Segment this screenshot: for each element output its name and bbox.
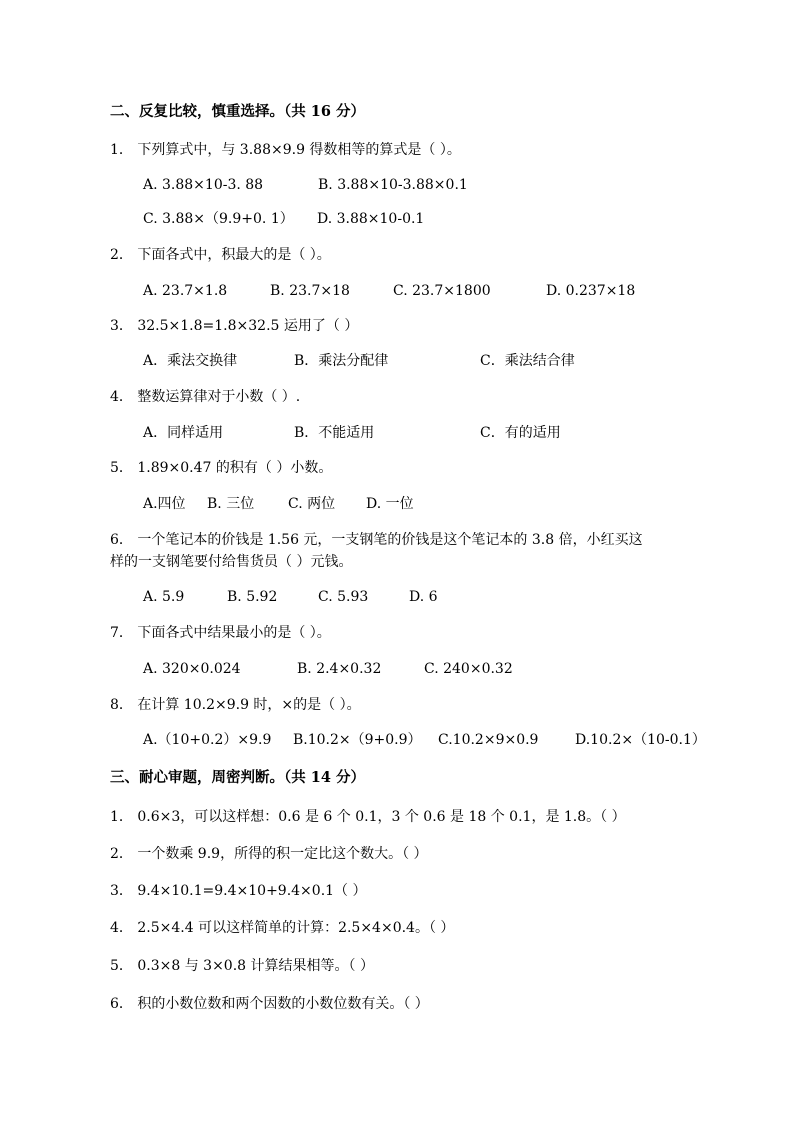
question-2-option-d: D. 0.237×18 xyxy=(546,283,636,299)
question-4-option-a: A．同样适用 xyxy=(143,425,224,441)
question-7-option-a: A. 320×0.024 xyxy=(143,661,241,677)
question-8-option-b: B.10.2×（9+0.9） xyxy=(293,732,422,748)
question-8-stem: 8． 在计算 10.2×9.9 时，×的是（ ）。 xyxy=(110,697,361,713)
question-1-option-a: A. 3.88×10-3. 88 xyxy=(143,177,264,193)
question-4-option-b: B．不能适用 xyxy=(294,425,375,441)
question-7-stem: 7． 下面各式中结果最小的是（ ）。 xyxy=(110,625,331,641)
question-5-option-a: A.四位 xyxy=(143,496,186,512)
question-2-option-a: A. 23.7×1.8 xyxy=(143,283,228,299)
question-3-stem: 3． 32.5×1.8=1.8×32.5 运用了（ ） xyxy=(110,318,359,334)
question-7-option-c: C. 240×0.32 xyxy=(424,661,513,677)
question-6-stem-line-2: 样的一支钢笔要付给售货员（ ）元钱。 xyxy=(110,554,353,570)
question-1-option-b: B. 3.88×10-3.88×0.1 xyxy=(318,177,468,193)
judgement-item-5: 5． 0.3×8 与 3×0.8 计算结果相等。（ ） xyxy=(110,958,374,974)
question-5-option-d: D. 一位 xyxy=(366,496,414,512)
question-2-stem: 2． 下面各式中，积最大的是（ ）。 xyxy=(110,247,331,263)
question-3-option-b: B．乘法分配律 xyxy=(294,353,389,369)
judgement-item-1: 1． 0.6×3，可以这样想：0.6 是 6 个 0.1，3 个 0.6 是 18 个 0.1，是 1.8。（ ） xyxy=(110,809,626,825)
question-7-option-b: B. 2.4×0.32 xyxy=(297,661,382,677)
question-6-option-c: C. 5.93 xyxy=(318,589,369,605)
judgement-item-6: 6． 积的小数位数和两个因数的小数位数有关。（ ） xyxy=(110,996,429,1012)
question-8-option-a: A.（10+0.2）×9.9 xyxy=(143,732,272,748)
section-heading-choice: 二、反复比较，慎重选择。（共 16 分） xyxy=(110,103,366,120)
question-1-option-c: C. 3.88×（9.9+0. 1） xyxy=(143,211,294,227)
question-4-stem: 4． 整数运算律对于小数（ ）. xyxy=(110,389,301,405)
question-6-option-d: D. 6 xyxy=(409,589,438,605)
question-3-option-c: C．乘法结合律 xyxy=(480,353,575,369)
judgement-item-3: 3． 9.4×10.1=9.4×10+9.4×0.1（ ） xyxy=(110,883,367,899)
question-5-option-b: B. 三位 xyxy=(207,496,255,512)
question-1-stem: 1． 下列算式中，与 3.88×9.9 得数相等的算式是（ ）。 xyxy=(110,142,461,158)
judgement-item-2: 2． 一个数乘 9.9，所得的积一定比这个数大。（ ） xyxy=(110,846,428,862)
question-5-stem: 5． 1.89×0.47 的积有（ ）小数。 xyxy=(110,460,333,476)
question-3-option-a: A．乘法交换律 xyxy=(143,353,238,369)
question-5-option-c: C. 两位 xyxy=(288,496,336,512)
question-6-option-b: B. 5.92 xyxy=(227,589,278,605)
question-2-option-c: C. 23.7×1800 xyxy=(393,283,491,299)
judgement-item-4: 4． 2.5×4.4 可以这样简单的计算：2.5×4×0.4。（ ） xyxy=(110,920,455,936)
question-8-option-d: D.10.2×（10-0.1） xyxy=(575,732,706,748)
question-4-option-c: C．有的适用 xyxy=(480,425,561,441)
question-6-option-a: A. 5.9 xyxy=(143,589,185,605)
section-heading-judgement: 三、耐心审题，周密判断。（共 14 分） xyxy=(110,769,366,786)
question-8-option-c: C.10.2×9×0.9 xyxy=(438,732,539,748)
question-1-option-d: D. 3.88×10-0.1 xyxy=(317,211,425,227)
question-6-stem-line-1: 6． 一个笔记本的价钱是 1.56 元，一支钢笔的价钱是这个笔记本的 3.8 倍，小红买这 xyxy=(110,532,643,548)
question-2-option-b: B. 23.7×18 xyxy=(270,283,350,299)
